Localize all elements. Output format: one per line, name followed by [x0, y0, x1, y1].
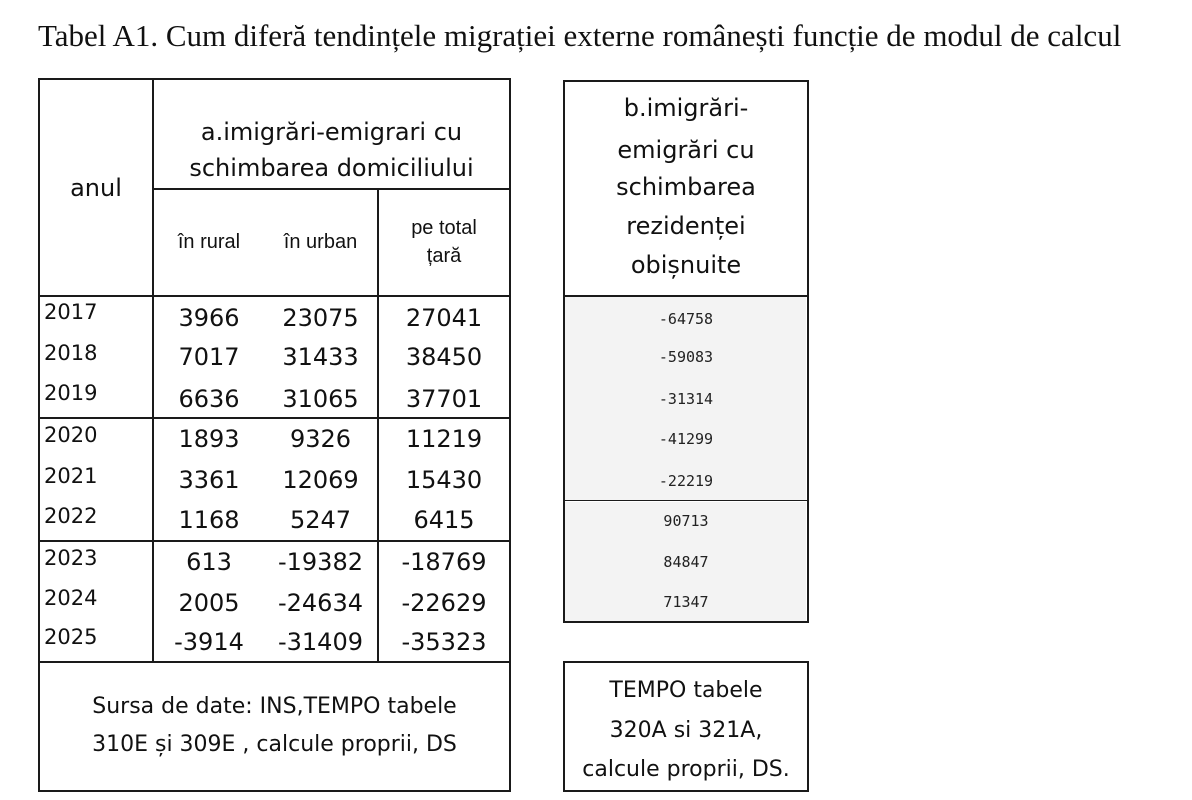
urban-cell: 31065 — [282, 385, 359, 413]
group-b-header-line5: obișnuite — [630, 251, 742, 279]
b-value-cell: 71347 — [663, 593, 709, 611]
rural-cell: 7017 — [178, 343, 240, 371]
urban-cell: 9326 — [289, 425, 352, 453]
rural-column-header: în rural — [177, 231, 241, 253]
source-note-b-line1: TEMPO tabele — [609, 678, 763, 703]
group-b-header-line4: rezidenței — [626, 212, 746, 240]
urban-cell: -24634 — [277, 589, 363, 617]
total-cell: -18769 — [401, 548, 487, 576]
rural-cell: 3361 — [178, 466, 240, 494]
source-note-a-line1: Sursa de date: INS,TEMPO tabele — [92, 694, 457, 719]
b-value-cell: 84847 — [663, 553, 709, 571]
urban-cell: 12069 — [282, 466, 359, 494]
total-column-header-line1: pe total — [411, 217, 477, 239]
year-cell: 2025 — [44, 625, 98, 649]
rural-cell: 613 — [186, 548, 232, 576]
source-note-a-line2: 310E și 309E , calcule proprii, DS — [92, 732, 457, 757]
year-cell: 2017 — [44, 300, 98, 324]
year-cell: 2023 — [44, 546, 98, 570]
total-cell: 15430 — [405, 466, 483, 494]
rural-cell: -3914 — [174, 628, 244, 656]
b-value-cell: -31314 — [658, 390, 714, 408]
total-cell: 11219 — [405, 425, 483, 453]
source-note-b-line3: calcule proprii, DS. — [582, 757, 790, 782]
year-cell: 2024 — [44, 586, 98, 610]
total-cell: 6415 — [413, 506, 475, 534]
group-b-header-line3: schimbarea — [616, 173, 756, 201]
total-cell: 37701 — [405, 385, 483, 413]
rural-cell: 1168 — [178, 506, 240, 534]
b-value-cell: -41299 — [658, 430, 714, 448]
b-value-cell: -22219 — [658, 472, 714, 490]
urban-column-header: în urban — [283, 231, 358, 253]
group-a-header-line1: a.imigrări-emigrari cu — [200, 118, 463, 146]
total-cell: 38450 — [405, 343, 483, 371]
urban-cell: 5247 — [289, 506, 352, 534]
source-note-b-line2: 320A si 321A, — [609, 718, 763, 743]
urban-cell: -31409 — [277, 628, 363, 656]
b-value-cell: -59083 — [658, 348, 714, 366]
year-cell: 2019 — [44, 381, 98, 405]
year-cell: 2021 — [44, 464, 98, 488]
b-value-cell: -64758 — [658, 310, 714, 328]
group-a-header-line2: schimbarea domiciliului — [189, 154, 474, 182]
table-title: Tabel A1. Cum diferă tendințele migrației externe românești funcție de modul de calcul — [38, 18, 1122, 53]
year-cell: 2018 — [44, 341, 98, 365]
rural-cell: 1893 — [178, 425, 240, 453]
urban-cell: -19382 — [277, 548, 363, 576]
year-column-header: anul — [70, 174, 122, 202]
year-cell: 2020 — [44, 423, 98, 447]
group-b-header-line1: b.imigrări- — [623, 94, 749, 122]
rural-cell: 3966 — [178, 304, 240, 332]
rural-cell: 2005 — [178, 589, 240, 617]
urban-cell: 31433 — [282, 343, 359, 371]
total-column-header-line2: țară — [426, 245, 462, 267]
rural-cell: 6636 — [178, 385, 240, 413]
year-cell: 2022 — [44, 504, 98, 528]
total-cell: -35323 — [401, 628, 487, 656]
total-cell: -22629 — [401, 589, 487, 617]
urban-cell: 23075 — [282, 304, 359, 332]
total-cell: 27041 — [405, 304, 483, 332]
group-b-header-line2: emigrări cu — [617, 136, 755, 164]
b-value-cell: 90713 — [663, 512, 709, 530]
